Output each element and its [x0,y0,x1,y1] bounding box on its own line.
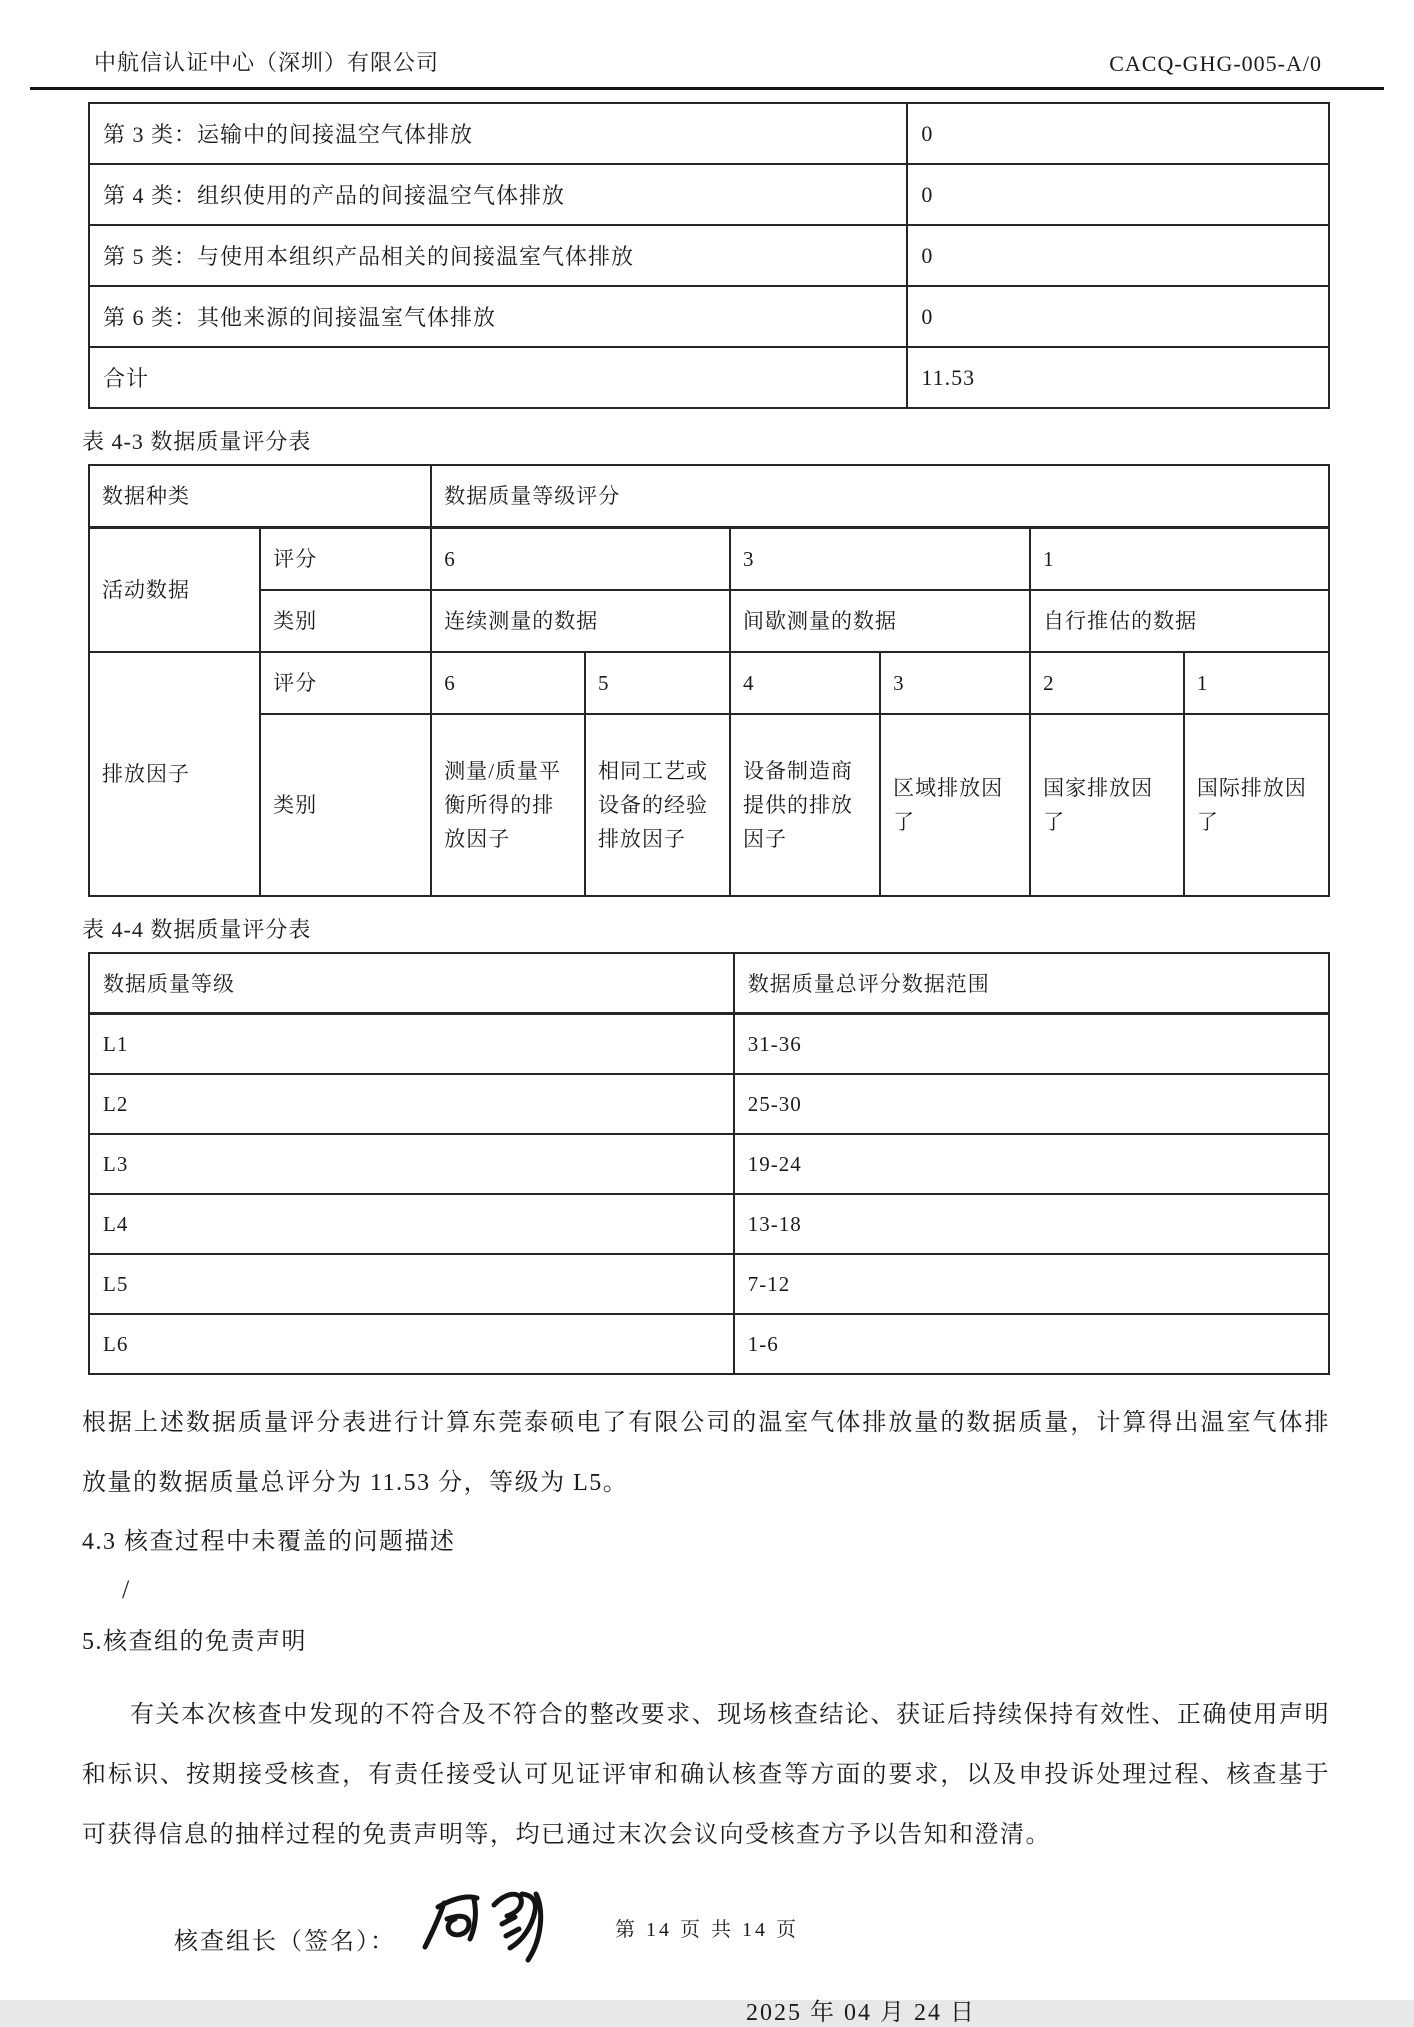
t44-level: L4 [89,1194,734,1254]
table-row [89,1194,1329,1254]
section-4-3-content: / [122,1575,130,1604]
t43-activity-score: 6 [431,528,730,591]
t43-factor-category: 国家排放因了 [1030,714,1184,896]
table-row [89,1074,1329,1134]
table-row [89,714,1329,896]
t43-factor-label: 排放因子 [89,652,260,896]
t43-activity-category-label: 类别 [260,590,431,652]
t44-header-range: 数据质量总评分数据范围 [734,953,1329,1014]
emission-summary-table [88,102,1330,409]
t43-activity-label: 活动数据 [89,528,260,653]
t43-factor-score: 4 [730,652,880,714]
t43-header-grade: 数据质量等级评分 [431,465,1329,528]
table-row [89,1014,1329,1075]
t44-range: 25-30 [734,1074,1329,1134]
t43-activity-category: 连续测量的数据 [431,590,730,652]
t44-range: 31-36 [734,1014,1329,1075]
t44-header-level: 数据质量等级 [89,953,734,1014]
disclaimer-paragraph: 有关本次核查中发现的不符合及不符合的整改要求、现场核查结论、获证后持续保持有效性、正确使用声明和标识、按期接受核查，有责任接受认可见证评审和确认核查等方面的要求，以及申投诉处理过程、核查基于可获得信息的抽样过程的免责声明等，均已通过末次会议向受核查方予以告知和澄清。 [82,1702,1330,1848]
t44-range: 7-12 [734,1254,1329,1314]
emission-value: 0 [907,164,1329,225]
section-4-3-title: 4.3 核查过程中未覆盖的问题描述 [82,1529,456,1555]
table-row [89,528,1329,591]
t43-factor-score: 6 [431,652,585,714]
signature-label: 核查组长（签名）： [174,1929,396,1955]
page-header [0,0,1414,77]
t43-activity-score: 1 [1030,528,1329,591]
table-row [89,164,1329,225]
t43-factor-category-label: 类别 [260,714,431,896]
quality-summary-paragraph: 根据上述数据质量评分表进行计算东莞泰硕电了有限公司的温室气体排放量的数据质量，计算得出温室气体排放量的数据质量总评分为 11.53 分，等级为 L5。 [82,1410,1330,1496]
emission-category-label: 第 4 类：组织使用的产品的间接温空气体排放 [89,164,907,225]
table-row-total [89,347,1329,408]
t43-activity-category: 间歇测量的数据 [730,590,1030,652]
table-row [89,286,1329,347]
t43-factor-score: 3 [880,652,1030,714]
t43-activity-category: 自行推估的数据 [1030,590,1329,652]
data-quality-level-table [88,952,1330,1375]
t43-factor-score: 2 [1030,652,1184,714]
company-name: 中航信认证中心（深圳）有限公司 [94,50,440,75]
t44-range: 13-18 [734,1194,1329,1254]
t44-level: L2 [89,1074,734,1134]
t43-factor-category: 设备制造商提供的排放因子 [730,714,880,896]
table-4-3-caption: 表 4-3 数据质量评分表 [82,429,312,454]
emission-category-label: 第 3 类：运输中的间接温空气体排放 [89,103,907,164]
table-row [89,953,1329,1014]
emission-value: 0 [907,286,1329,347]
document-number: CACQ-GHG-005-A/0 [1109,51,1322,76]
emission-category-label: 第 6 类：其他来源的间接温室气体排放 [89,286,907,347]
table-row [89,1314,1329,1374]
data-quality-score-table [88,464,1330,897]
t43-activity-score: 3 [730,528,1030,591]
t44-level: L5 [89,1254,734,1314]
emission-value: 0 [907,225,1329,286]
t43-factor-score: 5 [585,652,730,714]
t43-header-kind: 数据种类 [89,465,431,528]
emission-category-label: 第 5 类：与使用本组织产品相关的间接温室气体排放 [89,225,907,286]
page-content [82,102,1330,2027]
table-row [89,1134,1329,1194]
t43-factor-category: 区域排放因了 [880,714,1030,896]
table-4-4-caption: 表 4-4 数据质量评分表 [82,917,312,942]
header-rule [30,87,1384,90]
table-row [89,590,1329,652]
table-row [89,103,1329,164]
page-footer: 第 14 页 共 14 页 [615,1919,799,1941]
emission-value: 0 [907,103,1329,164]
t43-factor-category: 相同工艺或设备的经验排放因子 [585,714,730,896]
section-5-title: 5.核查组的免责声明 [82,1629,307,1655]
table-row [89,652,1329,714]
t44-level: L1 [89,1014,734,1075]
emission-total-value: 11.53 [907,347,1329,408]
t43-activity-score-label: 评分 [260,528,431,591]
t44-level: L6 [89,1314,734,1374]
t43-factor-category: 测量/质量平衡所得的排放因子 [431,714,585,896]
table-row [89,465,1329,528]
t44-range: 1-6 [734,1314,1329,1374]
t43-factor-category: 国际排放因了 [1184,714,1329,896]
t44-level: L3 [89,1134,734,1194]
t44-range: 19-24 [734,1134,1329,1194]
sign-date: 2025 年 04 月 24 日 [746,2000,976,2026]
t43-factor-score: 1 [1184,652,1329,714]
table-row [89,225,1329,286]
t43-factor-score-label: 评分 [260,652,431,714]
emission-total-label: 合计 [89,347,907,408]
table-row [89,1254,1329,1314]
